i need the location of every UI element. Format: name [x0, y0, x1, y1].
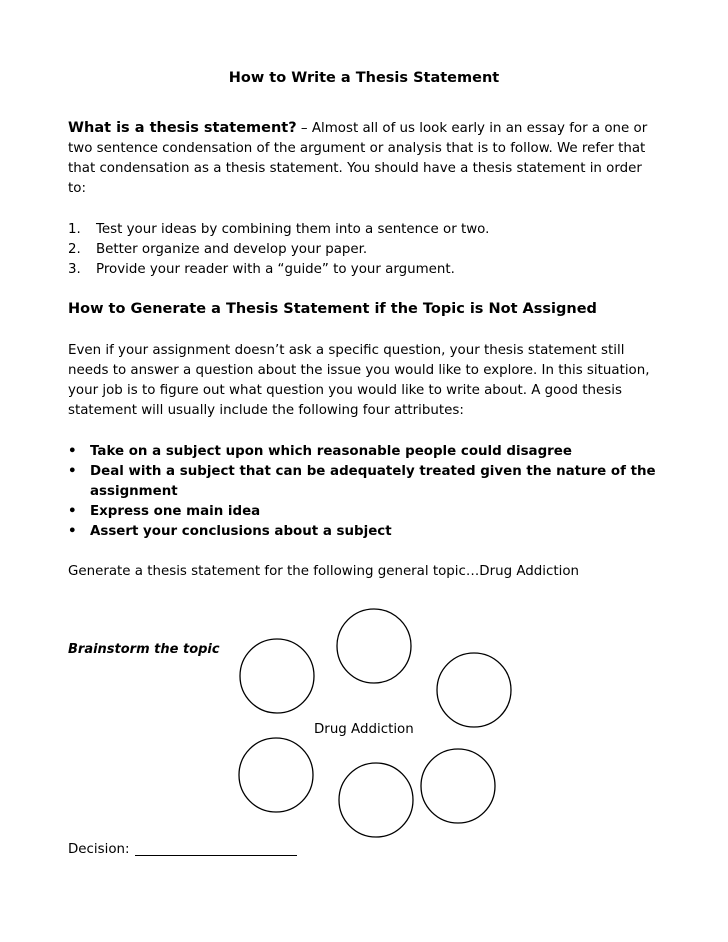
list-text: Test your ideas by combining them into a sentence or two.	[96, 222, 490, 237]
list-item	[68, 462, 660, 502]
section-heading: How to Generate a Thesis Statement if the Topic is Not Assigned	[68, 301, 597, 317]
brainstorm-circle[interactable]	[437, 653, 511, 727]
attributes-list	[68, 442, 660, 542]
list-number: 3.	[68, 262, 81, 277]
center-topic-label: Drug Addiction	[314, 722, 414, 737]
intro-body: Almost all of us look early in an essay for a one or two sentence condensation of the argument or analysis that is to follow. We refer that that condensation as a thesis statement. You should have a thesis statement in order to:	[68, 121, 648, 196]
list-item	[68, 260, 660, 280]
list-text: Assert your conclusions about a subject	[90, 524, 392, 539]
list-item	[68, 522, 660, 542]
list-text: Express one main idea	[90, 504, 261, 519]
list-item	[68, 220, 660, 240]
section-paragraph: Even if your assignment doesn’t ask a specific question, your thesis statement still needs to answer a question about the issue you would like to explore. In this situation, your job is to figure out what question you would like to write about. A good thesis statement will usually include the following four attributes:	[68, 343, 650, 418]
prompt-text: Generate a thesis statement for the following general topic…Drug Addiction	[68, 564, 580, 579]
list-number: 1.	[68, 222, 81, 237]
page-title: How to Write a Thesis Statement	[228, 70, 500, 86]
bullet-icon: •	[68, 524, 77, 539]
list-text: Deal with a subject that can be adequately treated given the nature of the assignment	[90, 464, 656, 499]
list-item	[68, 442, 660, 462]
list-number: 2.	[68, 242, 81, 257]
intro-paragraph	[68, 118, 660, 199]
bullet-icon: •	[68, 504, 77, 519]
bullet-icon: •	[68, 444, 77, 459]
reasons-list	[68, 220, 660, 280]
list-text: Provide your reader with a “guide” to your argument.	[96, 262, 455, 277]
brainstorm-circle[interactable]	[339, 763, 413, 837]
decision-blank-line[interactable]	[135, 855, 297, 856]
brainstorm-label: Brainstorm the topic	[68, 642, 220, 657]
list-text: Take on a subject upon which reasonable people could disagree	[90, 444, 572, 459]
brainstorm-circle[interactable]	[239, 738, 313, 812]
list-text: Better organize and develop your paper.	[96, 242, 368, 257]
bullet-icon: •	[68, 464, 77, 479]
brainstorm-circle[interactable]	[421, 749, 495, 823]
list-item	[68, 502, 660, 522]
brainstorm-circle[interactable]	[240, 639, 314, 713]
list-item	[68, 240, 660, 260]
intro-heading: What is a thesis statement?	[68, 120, 297, 136]
brainstorm-circle[interactable]	[337, 609, 411, 683]
intro-dash: –	[296, 121, 312, 136]
decision-label: Decision:	[68, 842, 130, 857]
